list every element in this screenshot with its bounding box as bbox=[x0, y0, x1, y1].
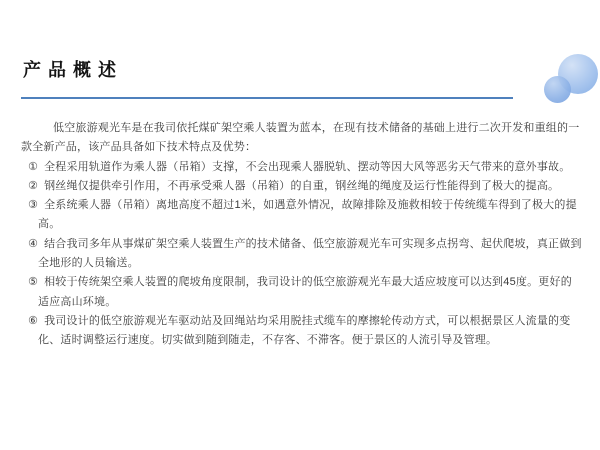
item-text: 结合我司多年从事煤矿架空乘人装置生产的技术储备、低空旅游观光车可实现多点拐弯、起伏爬坡，真正做到全地形的人员输送。 bbox=[38, 237, 582, 270]
item-number: ① bbox=[28, 160, 39, 173]
item-text: 全系统乘人器（吊箱）离地高度不超过1米，如遇意外情况，故障排除及施救相较于传统缆车得到了极大的提高。 bbox=[38, 199, 577, 231]
slide-title: 产品概述 bbox=[23, 60, 123, 80]
feature-item-3 bbox=[21, 196, 583, 235]
title-underline bbox=[21, 97, 513, 99]
item-text: 相较于传统架空乘人装置的爬坡角度限制，我司设计的低空旅游观光车最大适应坡度可以达到45度。更好的适应高山环境。 bbox=[38, 276, 572, 308]
item-number: ③ bbox=[28, 199, 39, 212]
intro-paragraph: 低空旅游观光车是在我司依托煤矿架空乘人装置为蓝本，在现有技术储备的基础上进行二次开发和重组的一款全新产品，该产品具备如下技术特点及优势： bbox=[21, 122, 580, 154]
item-number: ② bbox=[28, 179, 39, 192]
item-number: ④ bbox=[28, 237, 39, 250]
item-text: 全程采用轨道作为乘人器（吊箱）支撑，不会出现乘人器脱轨、摆动等因大风等恶劣天气带来的意外事故。 bbox=[44, 160, 571, 173]
item-number: ⑤ bbox=[28, 276, 39, 289]
decorative-circle-small bbox=[544, 76, 571, 103]
slide-body bbox=[21, 119, 583, 351]
feature-item-2 bbox=[21, 177, 583, 196]
feature-item-6 bbox=[21, 312, 583, 351]
feature-item-5 bbox=[21, 273, 583, 312]
item-text: 我司设计的低空旅游观光车驱动站及回绳站均采用脱挂式缆车的摩擦轮传动方式，可以根据景区人流量的变化、适时调整运行速度。切实做到随到随走，不存客、不滞客。便于景区的人流引导及管理。 bbox=[38, 314, 571, 347]
item-number: ⑥ bbox=[28, 314, 39, 327]
feature-item-4 bbox=[21, 235, 583, 274]
item-text: 钢丝绳仅提供牵引作用，不再承受乘人器（吊箱）的自重，钢丝绳的绳度及运行性能得到了极大的提高。 bbox=[44, 179, 560, 192]
feature-item-1 bbox=[21, 158, 583, 177]
